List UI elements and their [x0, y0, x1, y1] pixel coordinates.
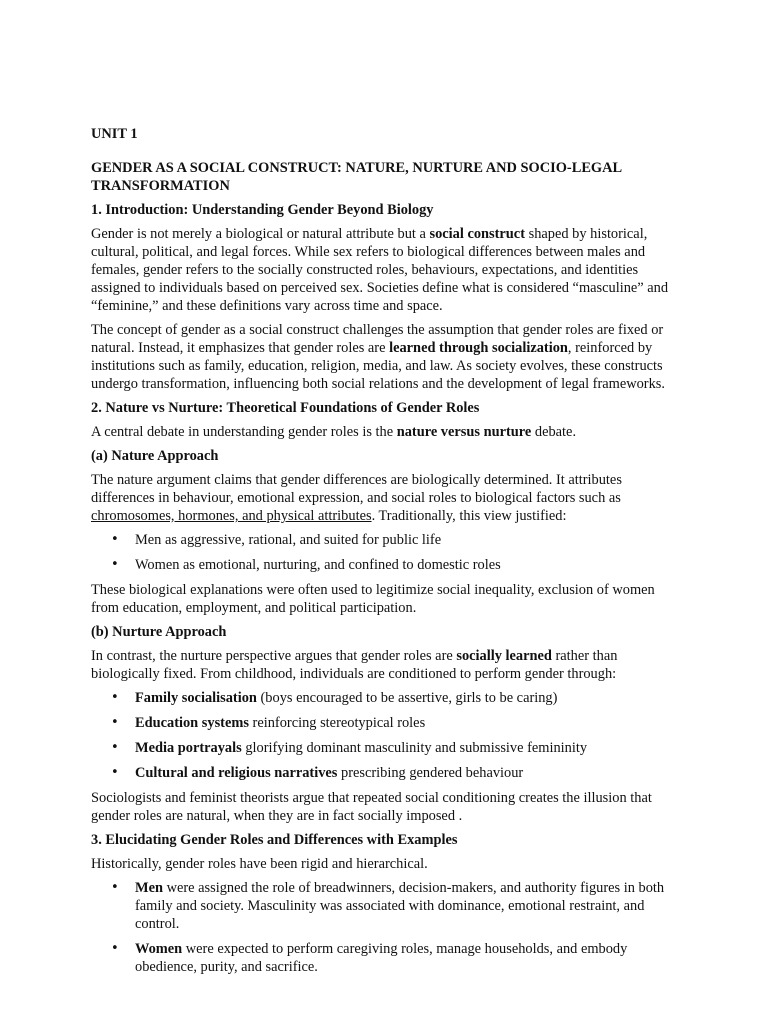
section-3-heading: 3. Elucidating Gender Roles and Differences with Examples — [91, 832, 458, 848]
nature-approach-heading: (a) Nature Approach — [91, 448, 219, 464]
text: , reinforced by institutions such as family, education, religion, media, and law. As society evolves, these constructs undergo transformation, influencing both social relations and the development of legal frameworks. — [91, 340, 665, 392]
bold-term: nature versus nurture — [396, 424, 532, 440]
text: . Traditionally, this view justified: — [371, 508, 567, 524]
section-3-intro: Historically, gender roles have been rigid and hierarchical. — [91, 856, 428, 872]
bold-term: learned through socialization — [389, 340, 568, 356]
text: debate. — [531, 424, 577, 440]
bold-term: Cultural and religious narratives — [135, 765, 338, 781]
text: Gender is not merely a biological or natural attribute but a — [91, 226, 430, 242]
text: (boys encouraged to be assertive, girls to be caring) — [256, 690, 558, 706]
nurture-approach-conclusion: Sociologists and feminist theorists argue that repeated social conditioning creates the illusion that gender roles are natural, when they are in fact socially imposed . — [91, 790, 652, 824]
document-body — [91, 125, 685, 983]
bold-term: Men — [135, 880, 163, 896]
nature-approach-conclusion: These biological explanations were often used to legitimize social inequality, exclusion of women from education, employment, and political participation. — [91, 582, 655, 616]
document-title: GENDER AS A SOCIAL CONSTRUCT: NATURE, NURTURE AND SOCIO-LEGAL TRANSFORMATION — [91, 160, 622, 194]
gender-roles-bullet-list — [91, 879, 685, 976]
section-1-paragraph-1 — [91, 225, 685, 315]
list-item — [91, 714, 685, 732]
unit-label: UNIT 1 — [91, 126, 138, 142]
bold-term: social construct — [429, 226, 525, 242]
bold-term: Media portrayals — [135, 740, 242, 756]
section-2-heading: 2. Nature vs Nurture: Theoretical Foundations of Gender Roles — [91, 400, 480, 416]
text: In contrast, the nurture perspective argues that gender roles are — [91, 648, 457, 664]
text: were assigned the role of breadwinners, decision-makers, and authority figures in both family and society. Masculinity was associated with dominance, emotional restraint, and control. — [135, 880, 665, 932]
nurture-approach-heading: (b) Nurture Approach — [91, 624, 227, 640]
text: The concept of gender as a social construct challenges the assumption that gender roles are fixed or natural. Instead, it emphasizes that gender roles are — [91, 322, 664, 356]
section-2-intro — [91, 423, 685, 441]
nature-bullet-list — [91, 531, 685, 574]
section-1-paragraph-2 — [91, 321, 685, 393]
list-item — [91, 940, 685, 976]
bold-term: Women — [135, 941, 183, 957]
text: rather than biologically fixed. From childhood, individuals are conditioned to perform gender through: — [91, 648, 618, 682]
bold-term: Education systems — [135, 715, 249, 731]
text: shaped by historical, cultural, political, and legal forces. While sex refers to biological differences between males and females, gender refers to the socially constructed roles, behaviours, expectations, and identities assigned to individuals based on perceived sex. Societies define what is considered “masculine” and “feminine,” and these definitions vary across time and space. — [91, 226, 669, 314]
text: The nature argument claims that gender differences are biologically determined. It attributes differences in behaviour, emotional expression, and social roles to biological factors such as — [91, 472, 622, 506]
nurture-bullet-list — [91, 689, 685, 782]
list-item — [91, 689, 685, 707]
list-item: • Women as emotional, nurturing, and confined to domestic roles — [91, 556, 685, 574]
nurture-approach-paragraph — [91, 647, 685, 683]
text: prescribing gendered behaviour — [337, 765, 524, 781]
underlined-term: chromosomes, hormones, and physical attributes — [91, 508, 372, 524]
list-item — [91, 739, 685, 757]
text: reinforcing stereotypical roles — [248, 715, 426, 731]
text: were expected to perform caregiving roles, manage households, and embody obedience, purity, and sacrifice. — [135, 941, 628, 975]
bold-term: Family socialisation — [135, 690, 257, 706]
nature-approach-paragraph — [91, 471, 685, 525]
bold-term: socially learned — [456, 648, 552, 664]
text: glorifying dominant masculinity and submissive femininity — [241, 740, 588, 756]
text: A central debate in understanding gender roles is the — [91, 424, 397, 440]
list-item — [91, 764, 685, 782]
list-item — [91, 879, 685, 933]
list-item: • Men as aggressive, rational, and suited for public life — [91, 531, 685, 549]
section-1-heading: 1. Introduction: Understanding Gender Beyond Biology — [91, 202, 434, 218]
